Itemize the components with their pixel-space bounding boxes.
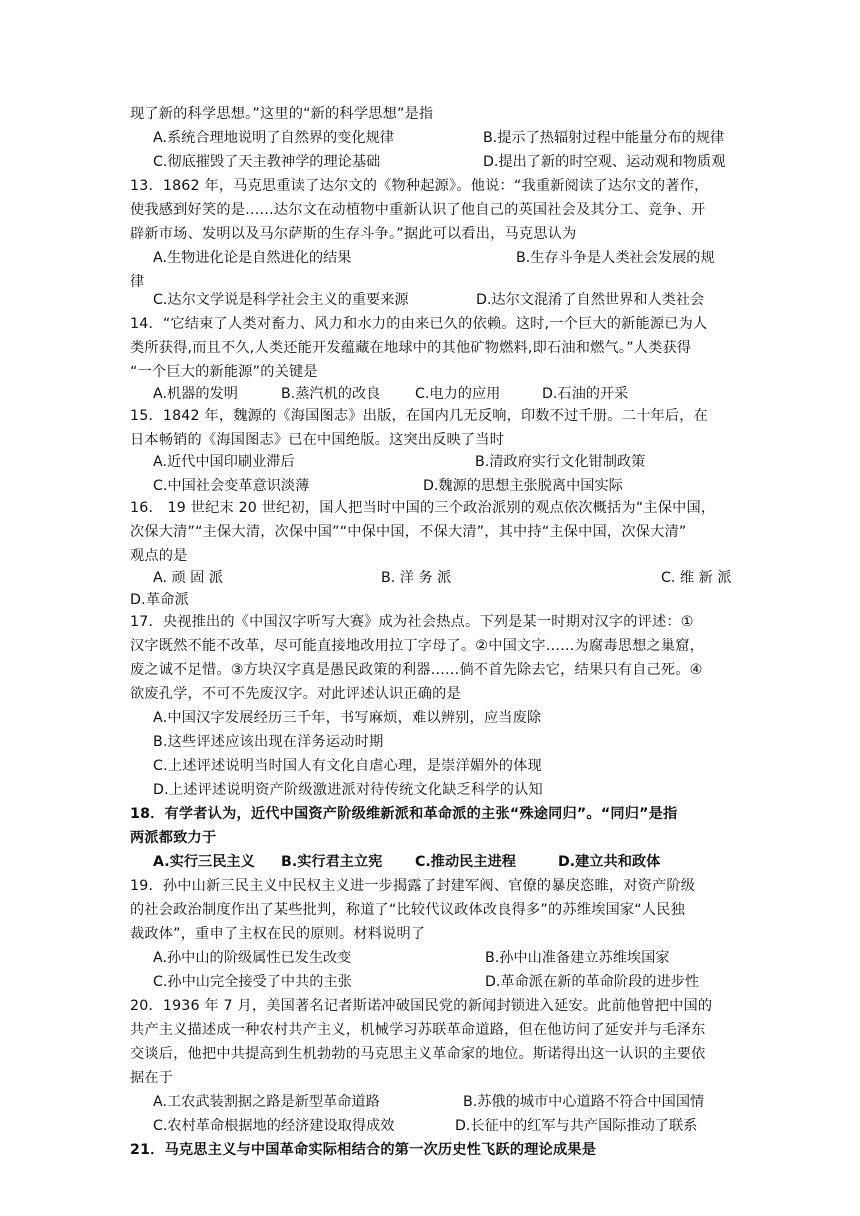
q15-option-a: A.近代中国印刷业滞后 bbox=[153, 454, 295, 470]
q19-stem-1: 19．孙中山新三民主义中民权主义进一步揭露了封建军阀、官僚的暴戾恣睢，对资产阶级 bbox=[130, 878, 696, 894]
q17-option-a: A.中国汉字发展经历三千年，书写麻烦，难以辨别，应当废除 bbox=[153, 710, 542, 726]
q18-option-d: D.建立共和政体 bbox=[558, 854, 661, 870]
q12-stem-end: 现了新的科学思想。”这里的“新的科学思想”是指 bbox=[130, 106, 434, 122]
q13-stem-3: 辟新市场、发明以及马尔萨斯的生存斗争。”据此可以看出，马克思认为 bbox=[130, 226, 577, 242]
q17-stem-3: 废之诚不足惜。③方块汉字真是愚民政策的利器……倘不首先除去它，结果只有自己死。④ bbox=[130, 662, 703, 678]
q12-options-row1 bbox=[153, 126, 730, 150]
q14-stem-3: “一个巨大的新能源”的关键是 bbox=[130, 364, 318, 380]
q15-option-b: B.清政府实行文化钳制政策 bbox=[475, 454, 646, 470]
q14-option-d: D.石油的开采 bbox=[542, 386, 629, 402]
q20-option-d: D.长征中的红军与共产国际推动了联系 bbox=[455, 1118, 698, 1134]
q21-stem: 21．马克思主义与中国革命实际相结合的第一次历史性飞跃的理论成果是 bbox=[130, 1142, 597, 1158]
q12-option-a: A.系统合理地说明了自然界的变化规律 bbox=[153, 130, 394, 146]
q16-option-b: B. 洋 务 派 bbox=[381, 570, 452, 586]
q13-stem-1: 13．1862 年，马克思重读了达尔文的《物种起源》。他说：“我重新阅读了达尔文的著作， bbox=[130, 178, 709, 194]
q17-stem-1: 17．央视推出的《中国汉字听写大赛》成为社会热点。下列是某一时期对汉字的评述：① bbox=[130, 614, 694, 630]
q19-option-d: D.革命派在新的革命阶段的进步性 bbox=[485, 974, 700, 990]
q16-option-a: A. 顽 固 派 bbox=[153, 570, 224, 586]
q15-stem-1: 15．1842 年，魏源的《海国图志》出版，在国内几无反响，印数不过千册。二十年后，在 bbox=[130, 408, 709, 424]
q16-option-d: D.革命派 bbox=[130, 592, 189, 608]
q19-stem-2: 的社会政治制度作出了某些批判，称道了“比较代议政体改良得多”的苏维埃国家“人民独 bbox=[130, 902, 685, 918]
q14-options bbox=[153, 382, 730, 406]
q18-option-a: A.实行三民主义 bbox=[153, 854, 255, 870]
q17-option-c: C.上述评述说明当时国人有文化自虐心理，是崇洋媚外的体现 bbox=[153, 758, 542, 774]
q19-option-a: A.孙中山的阶级属性已发生改变 bbox=[153, 950, 352, 966]
q16-stem-2: 次保大清”“主保大清，次保中国”“中保中国，不保大清”，其中持“主保中国，次保大清” bbox=[130, 524, 687, 540]
q14-stem-2: 类所获得,而且不久,人类还能开发蕴藏在地球中的其他矿物燃料,即石油和燃气。”人类获得 bbox=[130, 340, 692, 356]
q17-stem-4: 欲废孔学，不可不先废汉字。对此评述认识正确的是 bbox=[130, 686, 461, 702]
q15-options-row2 bbox=[153, 474, 730, 498]
q16-options bbox=[153, 566, 730, 590]
q13-options-row1 bbox=[153, 246, 730, 270]
q18-options bbox=[153, 850, 730, 874]
q13-option-a: A.生物进化论是自然进化的结果 bbox=[153, 250, 352, 266]
q14-option-b: B.蒸汽机的改良 bbox=[281, 386, 381, 402]
q13-stem-2: 使我感到好笑的是……达尔文在动植物中重新认识了他自己的英国社会及其分工、竞争、开 bbox=[130, 202, 706, 218]
q12-option-c: C.彻底摧毁了天主教神学的理论基础 bbox=[153, 154, 381, 170]
q20-options-row2 bbox=[153, 1114, 730, 1138]
q13-options-row2 bbox=[153, 288, 730, 312]
q17-stem-2: 汉字既然不能不改革，尽可能直接地改用拉丁字母了。②中国文字……为腐毒思想之巢窟， bbox=[130, 638, 705, 654]
q18-stem-2: 两派都致力于 bbox=[130, 830, 217, 846]
q18-option-b: B.实行君主立宪 bbox=[281, 854, 383, 870]
q15-option-c: C.中国社会变革意识淡薄 bbox=[153, 478, 310, 494]
q14-option-c: C.电力的应用 bbox=[415, 386, 501, 402]
q12-options-row2 bbox=[153, 150, 730, 174]
q20-options-row1 bbox=[153, 1090, 730, 1114]
q20-stem-2: 共产主义描述成一种农村共产主义，机械学习苏联革命道路，但在他访问了延安并与毛泽东 bbox=[130, 1022, 706, 1038]
q14-option-a: A.机器的发明 bbox=[153, 386, 238, 402]
q20-option-a: A.工农武装割据之路是新型革命道路 bbox=[153, 1094, 380, 1110]
q18-option-c: C.推动民主进程 bbox=[415, 854, 516, 870]
q20-option-b: B.苏俄的城市中心道路不符合中国国情 bbox=[463, 1094, 705, 1110]
q15-options-row1 bbox=[153, 450, 730, 474]
q19-options-row1 bbox=[153, 946, 730, 970]
q16-option-c: C. 维 新 派 bbox=[661, 570, 732, 586]
q13-option-b-wrap: 律 bbox=[130, 274, 145, 290]
q12-option-b: B.提示了热辐射过程中能量分布的规律 bbox=[483, 130, 725, 146]
q20-option-c: C.农村革命根据地的经济建设取得成效 bbox=[153, 1118, 395, 1134]
q15-stem-2: 日本畅销的《海国图志》已在中国绝版。这突出反映了当时 bbox=[130, 432, 505, 448]
q14-stem-1: 14．“它结束了人类对畜力、风力和水力的由来已久的依赖。这时,一个巨大的新能源已为人 bbox=[130, 316, 708, 332]
q15-option-d: D.魏源的思想主张脱离中国实际 bbox=[423, 478, 623, 494]
q13-option-b: B.生存斗争是人类社会发展的规 bbox=[516, 250, 715, 266]
q19-options-row2 bbox=[153, 970, 730, 994]
q20-stem-3: 交谈后，他把中共提高到生机勃勃的马克思主义革命家的地位。斯诺得出这一认识的主要依 bbox=[130, 1046, 706, 1062]
q13-option-c: C.达尔文学说是科学社会主义的重要来源 bbox=[153, 292, 409, 308]
q20-stem-4: 据在于 bbox=[130, 1070, 174, 1086]
q20-stem-1: 20．1936 年 7 月，美国著名记者斯诺冲破国民党的新闻封锁进入延安。此前他曾把中国的 bbox=[130, 998, 713, 1014]
q16-stem-3: 观点的是 bbox=[130, 548, 188, 564]
q16-stem-1: 16． 19 世纪末 20 世纪初，国人把当时中国的三个政治派别的观点依次概括为“主保中国， bbox=[130, 500, 716, 516]
q19-option-b: B.孙中山准备建立苏维埃国家 bbox=[485, 950, 670, 966]
q17-option-d: D.上述评述说明资产阶级激进派对待传统文化缺乏科学的认知 bbox=[153, 782, 543, 798]
q13-option-d: D.达尔文混淆了自然世界和人类社会 bbox=[476, 292, 705, 308]
q12-option-d: D.提出了新的时空观、运动观和物质观 bbox=[483, 154, 726, 170]
q17-option-b: B.这些评述应该出现在洋务运动时期 bbox=[153, 734, 384, 750]
q19-stem-3: 裁政体”，重申了主权在民的原则。材料说明了 bbox=[130, 926, 426, 942]
q18-stem-1: 18．有学者认为，近代中国资产阶级维新派和革命派的主张“殊途同归”。“同归”是指 bbox=[130, 806, 678, 822]
q19-option-c: C.孙中山完全接受了中共的主张 bbox=[153, 974, 352, 990]
